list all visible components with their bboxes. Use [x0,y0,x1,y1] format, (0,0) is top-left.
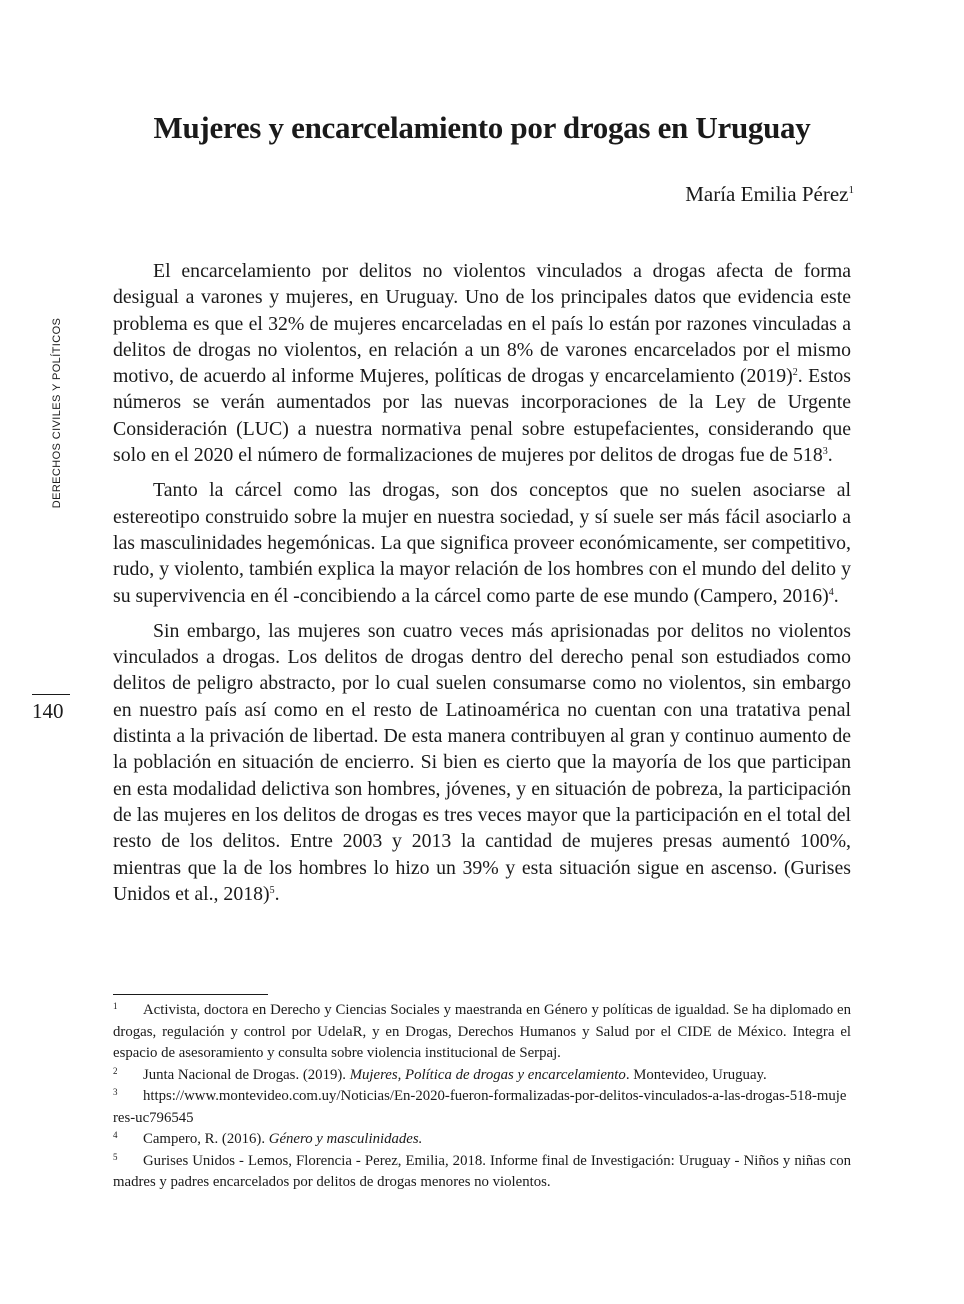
article-title: Mujeres y encarcelamiento por drogas en Uruguay [153,110,811,145]
text-run: . [827,444,833,467]
footnote-item: 2 Junta Nacional de Drogas. (2019). Mujeres, Política de drogas y encarcelamiento. Montevideo, Uruguay. [113,1065,767,1083]
text-run: . Estos números se verán aumentados por las nuevas incorporaciones de la Ley de Urgente Consideración (LUC) a nuestra normativa penal sobre estupefacientes, considerando que solo en el 2020 el número de formalizaciones de mujeres por delitos de drogas fue de 518 [113,365,851,467]
text-run: https://www.montevideo.com.uy/Noticias/En-2020-fueron-formalizadas-por-delitos-vinculados-a-las-drogas-518-mujeres-uc796545 [113,1088,847,1126]
text-run: . [274,882,280,905]
text-run: . Montevideo, Uruguay. [625,1066,767,1083]
footnote-reference: 2 [792,367,798,379]
text-run: Tanto la cárcel como las drogas, son dos conceptos que no suelen asociarse al estereotipo construido sobre la mujer en nuestra sociedad, y sí suele ser más fácil asociarlo a las masculinidades hegemónicas. La que significa proveer económicamente, ser competitivo, rudo, y violento, también explica la mayor relación de los hombres con el mundo del delito y su supervivencia en él -concibiendo a la cárcel como parte de ese mundo (Campero, 2016) [113,479,851,607]
text-run: Gurises Unidos - Lemos, Florencia - Perez, Emilia, 2018. Informe final de Investigación: Uruguay - Niños y niñas con madres y padres encarcelados por delitos de drogas menores no violentos. [113,1152,851,1190]
footnote-separator [113,994,268,995]
footnote-item: 1 Activista, doctora en Derecho y Ciencias Sociales y maestranda en Género y políticas de igualdad. Se ha diplomado en drogas, regulación y control por UdelaR, y en Drogas, Derechos Humanos y Salud por el CIDE de México. Integra el espacio de asesoramiento y consulta sobre violencia institucional de Serpaj. [113,1001,851,1061]
author-name: María Emilia Pérez [685,182,849,206]
footnote-reference: 3 [822,446,828,458]
body-paragraph [113,258,851,468]
body-paragraph [113,477,851,608]
text-run: El encarcelamiento por delitos no violentos vinculados a drogas afecta de forma desigual a varones y mujeres, en Uruguay. Uno de los principales datos que evidencia este problema es que el 32% de mujeres encarceladas en el país lo están por razones vinculadas a delitos de drogas no violentos, en relación a un 8% de varones encarcelados por el mismo motivo, de acuerdo al informe Mujeres, políticas de drogas y encarcelamiento (2019) [113,260,851,388]
text-run: Activista, doctora en Derecho y Ciencias Sociales y maestranda en Género y políticas de igualdad. Se ha diplomado en drogas, regulación y control por UdelaR, y en Drogas, Derechos Humanos y Salud por el CIDE de México. Integra el espacio de asesoramiento y consulta sobre violencia institucional de Serpaj. [113,1002,851,1061]
footnote-item: 3 https://www.montevideo.com.uy/Noticias/En-2020-fueron-formalizadas-por-delitos-vinculados-a-las-drogas-518-mujeres-uc796545 [113,1087,847,1126]
section-side-label: DERECHOS CIVILES Y POLÍTICOS [51,317,63,509]
author-footnote-marker: 1 [848,184,854,196]
footnote-item: 5 Gurises Unidos - Lemos, Florencia - Perez, Emilia, 2018. Informe final de Investigación: Uruguay - Niños y niñas con madres y padres encarcelados por delitos de drogas menores no violentos. [113,1151,851,1190]
text-run: Junta Nacional de Drogas. (2019). [143,1066,350,1083]
text-run: Sin embargo, las mujeres son cuatro veces más aprisionadas por delitos no violentos vinculados a drogas. Los delitos de drogas dentro del derecho penal son estudiados como delitos de peligro abstracto, por lo cual suelen consumarse como no violentos, sin embargo en nuestro país así como en el resto de Latinoamérica no cuentan con una tratativa penal distinta a la privación de libertad. De esta manera contribuyen al gran y continuo aumento de la población en situación de encierro. Si bien es cierto que la mayoría de los que participan en esta modalidad delictiva son hombres, jóvenes, y en situación de pobreza, la participación de las mujeres en los delitos de drogas es tres veces mayor que la participación en el total del resto de los delitos. Entre 2003 y 2013 la cantidad de mujeres presas aumentó 100%, mientras que la de los hombres lo hizo un 39% y esta situación sigue en ascenso. (Gurises Unidos et al., 2018) [113,619,851,905]
footnotes-section [113,1000,851,1194]
footnote-reference: 4 [828,586,834,598]
author-line [685,182,854,207]
page-number: 140 [32,699,64,723]
text-run: . [833,584,839,607]
page-number-rule [32,694,70,695]
italic-text: Género y masculinidades. [268,1131,423,1147]
body-paragraph [113,618,851,907]
text-run: Campero, R. (2016). [143,1131,269,1147]
italic-text: Mujeres, Política de drogas y encarcelamiento [349,1066,626,1083]
footnote-item: 4 Campero, R. (2016). Género y masculinidades. [113,1130,423,1147]
article-body [113,258,851,916]
footnote-reference: 5 [269,884,275,896]
